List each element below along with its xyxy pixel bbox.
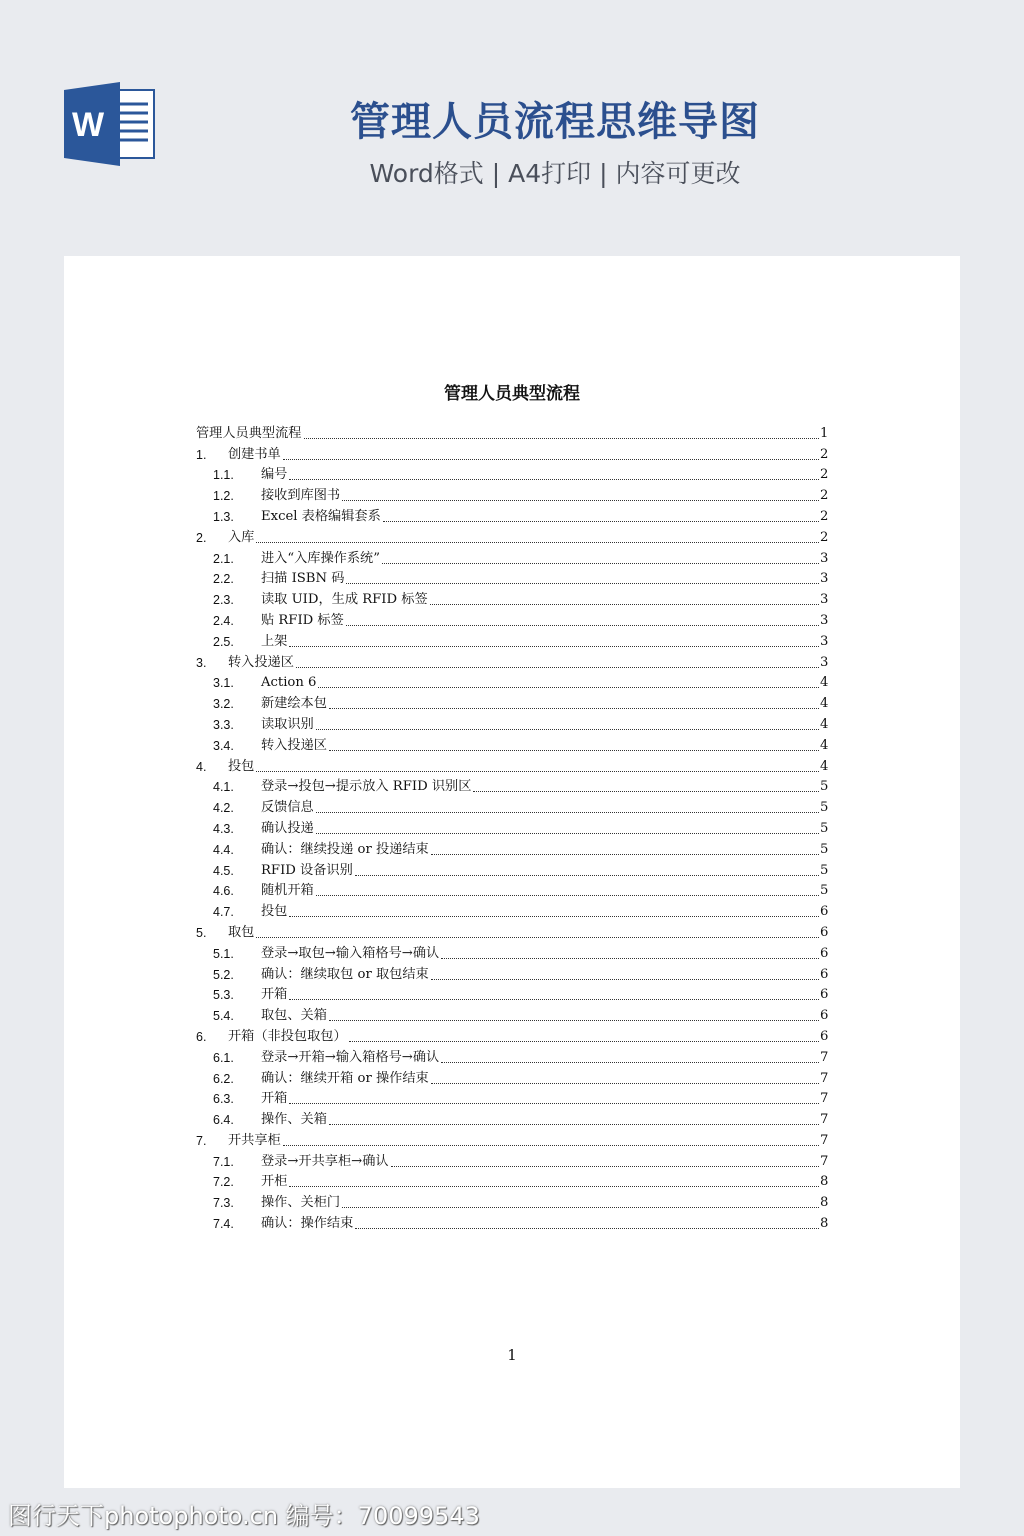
- page-number: 1: [507, 1346, 517, 1364]
- toc-entry-label: 随机开箱: [261, 883, 314, 899]
- toc-dot-leader: [316, 729, 819, 730]
- toc-entry-number: 1.: [196, 447, 207, 462]
- toc-entry[interactable]: [196, 1128, 828, 1149]
- toc-entry-page: 3: [820, 571, 829, 587]
- toc-entry[interactable]: [196, 567, 828, 588]
- toc-entry-page: 3: [820, 550, 829, 566]
- toc-entry-page: 1: [820, 425, 829, 441]
- toc-entry-page: 4: [820, 758, 829, 774]
- toc-dot-leader: [316, 812, 819, 813]
- toc-entry-number: 7.3.: [213, 1196, 234, 1211]
- toc-dot-leader: [431, 854, 819, 855]
- toc-entry-number: 1.3.: [213, 509, 234, 524]
- toc-entry-page: 5: [820, 841, 829, 857]
- toc-entry[interactable]: [196, 754, 828, 775]
- toc-entry-label: 反馈信息: [261, 800, 314, 816]
- toc-dot-leader: [289, 999, 819, 1000]
- toc-entry-number: 7.4.: [213, 1217, 234, 1232]
- toc-dot-leader: [289, 479, 819, 480]
- toc-entry[interactable]: [196, 920, 828, 941]
- toc-entry-page: 7: [820, 1153, 829, 1169]
- toc-entry-page: 5: [820, 883, 829, 899]
- toc-entry-number: 1.1.: [213, 468, 234, 483]
- toc-entry[interactable]: [196, 712, 828, 733]
- toc-entry[interactable]: [196, 1003, 828, 1024]
- toc-entry-label: 确认：继续取包 or 取包结束: [261, 966, 429, 982]
- toc-entry-number: 5.: [196, 925, 207, 940]
- toc-entry-page: 6: [820, 1008, 829, 1024]
- toc-entry[interactable]: [196, 650, 828, 671]
- toc-dot-leader: [382, 563, 819, 564]
- toc-entry[interactable]: [196, 421, 828, 442]
- toc-dot-leader: [289, 916, 819, 917]
- toc-entry-page: 6: [820, 987, 829, 1003]
- toc-entry-number: 2.2.: [213, 572, 234, 587]
- toc-dot-leader: [391, 1166, 819, 1167]
- toc-entry[interactable]: [196, 775, 828, 796]
- toc-entry-page: 6: [820, 1028, 829, 1044]
- document-page: [64, 256, 960, 1488]
- toc-entry-page: 5: [820, 779, 829, 795]
- toc-entry[interactable]: [196, 1211, 828, 1232]
- toc-entry[interactable]: [196, 671, 828, 692]
- toc-entry-label: 投包: [228, 758, 255, 774]
- toc-entry[interactable]: [196, 858, 828, 879]
- toc-entry-label: 扫描 ISBN 码: [261, 571, 345, 587]
- toc-entry-label: 编号: [261, 467, 288, 483]
- toc-entry[interactable]: [196, 525, 828, 546]
- toc-entry-number: 3.1.: [213, 676, 234, 691]
- toc-entry-label: 开箱: [261, 987, 288, 1003]
- toc-entry-number: 4.: [196, 759, 207, 774]
- toc-entry-number: 2.: [196, 530, 207, 545]
- toc-dot-leader: [318, 687, 819, 688]
- toc-dot-leader: [431, 979, 819, 980]
- toc-entry-label: 登录→取包→输入箱格号→确认: [261, 945, 440, 961]
- toc-dot-leader: [342, 500, 819, 501]
- toc-entry[interactable]: [196, 1045, 828, 1066]
- toc-entry-number: 4.6.: [213, 884, 234, 899]
- toc-entry-page: 5: [820, 820, 829, 836]
- toc-entry[interactable]: [196, 1066, 828, 1087]
- toc-entry-number: 7.2.: [213, 1175, 234, 1190]
- toc-dot-leader: [316, 833, 819, 834]
- toc-entry[interactable]: [196, 1170, 828, 1191]
- toc-entry[interactable]: [196, 546, 828, 567]
- toc-entry-number: 4.4.: [213, 842, 234, 857]
- toc-entry-page: 7: [820, 1132, 829, 1148]
- toc-entry-label: 登录→开共享柜→确认: [261, 1153, 389, 1169]
- toc-entry-number: 2.3.: [213, 593, 234, 608]
- toc-entry-number: 4.3.: [213, 821, 234, 836]
- toc-dot-leader: [355, 1228, 819, 1229]
- toc-entry-label: 转入投递区: [228, 654, 294, 670]
- toc-entry-label: 登录→投包→提示放入 RFID 识别区: [261, 779, 472, 795]
- toc-entry[interactable]: [196, 879, 828, 900]
- toc-entry-label: 确认：操作结束: [261, 1216, 354, 1232]
- toc-entry-number: 2.4.: [213, 613, 234, 628]
- toc-entry-number: 5.3.: [213, 988, 234, 1003]
- toc-entry-page: 7: [820, 1049, 829, 1065]
- toc-entry-number: 6.3.: [213, 1092, 234, 1107]
- toc-dot-leader: [316, 895, 819, 896]
- toc-entry[interactable]: [196, 463, 828, 484]
- toc-dot-leader: [296, 667, 819, 668]
- toc-entry[interactable]: [196, 837, 828, 858]
- toc-entry-page: 5: [820, 800, 829, 816]
- svg-text:W: W: [71, 106, 105, 144]
- toc-entry-page: 7: [820, 1070, 829, 1086]
- toc-entry-label: 创建书单: [228, 446, 281, 462]
- toc-entry[interactable]: [196, 483, 828, 504]
- toc-entry-page: 3: [820, 612, 829, 628]
- toc-entry[interactable]: [196, 962, 828, 983]
- toc-entry-label: 转入投递区: [261, 737, 327, 753]
- toc-entry-label: 读取 UID，生成 RFID 标签: [261, 592, 428, 608]
- toc-entry-page: 2: [820, 467, 829, 483]
- toc-entry[interactable]: [196, 941, 828, 962]
- toc-entry-page: 3: [820, 654, 829, 670]
- toc-entry[interactable]: [196, 1149, 828, 1170]
- toc-entry-label: Excel 表格编辑套系: [261, 508, 381, 524]
- toc-entry-page: 8: [820, 1216, 829, 1232]
- toc-entry[interactable]: [196, 1087, 828, 1108]
- toc-entry-label: 新建绘本包: [261, 696, 327, 712]
- toc-entry-label: 开共享柜: [228, 1132, 281, 1148]
- toc-dot-leader: [304, 438, 820, 439]
- toc-entry-page: 7: [820, 1112, 829, 1128]
- toc-entry-page: 4: [820, 737, 829, 753]
- toc-entry-page: 8: [820, 1174, 829, 1190]
- page-title: 管理人员流程思维导图: [350, 99, 760, 145]
- toc-entry-label: 进入“入库操作系统”: [261, 550, 380, 566]
- toc-entry[interactable]: [196, 1190, 828, 1211]
- toc-entry-number: 3.2.: [213, 697, 234, 712]
- page-subtitle: Word格式 | A4打印 | 内容可更改: [369, 159, 741, 188]
- header: [0, 0, 1024, 240]
- toc-dot-leader: [289, 1103, 819, 1104]
- toc-dot-leader: [283, 459, 819, 460]
- toc-entry-label: 登录→开箱→输入箱格号→确认: [261, 1049, 440, 1065]
- toc-entry-number: 3.: [196, 655, 207, 670]
- toc-entry-label: 操作、关柜门: [261, 1195, 341, 1211]
- toc-entry-label: 开柜: [261, 1174, 288, 1190]
- toc-dot-leader: [441, 1062, 819, 1063]
- toc-dot-leader: [256, 771, 819, 772]
- toc-entry[interactable]: [196, 1107, 828, 1128]
- toc-entry-label: 入库: [228, 529, 255, 545]
- toc-entry-label: 开箱: [261, 1091, 288, 1107]
- toc-entry-number: 5.4.: [213, 1009, 234, 1024]
- toc-entry-label: 开箱（非投包取包）: [228, 1028, 347, 1044]
- toc-dot-leader: [329, 708, 819, 709]
- toc-entry-label: 取包: [228, 924, 255, 940]
- toc-dot-leader: [329, 1020, 819, 1021]
- toc-dot-leader: [289, 646, 819, 647]
- toc-entry[interactable]: [196, 899, 828, 920]
- toc-entry-number: 7.1.: [213, 1154, 234, 1169]
- toc-dot-leader: [256, 937, 819, 938]
- toc-entry-page: 2: [820, 446, 829, 462]
- toc-entry-page: 6: [820, 966, 829, 982]
- toc-entry-label: 投包: [261, 904, 288, 920]
- toc-entry-label: 确认：继续开箱 or 操作结束: [261, 1070, 429, 1086]
- toc-entry-page: 3: [820, 633, 829, 649]
- toc-entry-number: 4.1.: [213, 780, 234, 795]
- toc-entry[interactable]: [196, 1024, 828, 1045]
- toc-dot-leader: [329, 1124, 819, 1125]
- toc-dot-leader: [342, 1207, 819, 1208]
- toc-entry-number: 3.3.: [213, 717, 234, 732]
- toc-entry[interactable]: [196, 587, 828, 608]
- toc-entry-page: 2: [820, 488, 829, 504]
- toc-entry-page: 2: [820, 529, 829, 545]
- toc-entry[interactable]: [196, 629, 828, 650]
- toc-entry-page: 5: [820, 862, 829, 878]
- toc-entry-page: 7: [820, 1091, 829, 1107]
- toc-dot-leader: [430, 604, 819, 605]
- toc-entry[interactable]: [196, 795, 828, 816]
- toc-entry-number: 3.4.: [213, 738, 234, 753]
- toc-entry-label: 确认：继续投递 or 投递结束: [261, 841, 429, 857]
- toc-entry-number: 5.1.: [213, 946, 234, 961]
- toc-dot-leader: [289, 1186, 819, 1187]
- toc-entry-label: 贴 RFID 标签: [261, 612, 344, 628]
- toc-entry[interactable]: [196, 983, 828, 1004]
- toc-dot-leader: [346, 583, 819, 584]
- toc-dot-leader: [349, 1041, 819, 1042]
- toc-entry-number: 2.1.: [213, 551, 234, 566]
- toc-entry-number: 7.: [196, 1133, 207, 1148]
- toc-entry-number: 5.2.: [213, 967, 234, 982]
- toc-entry-number: 2.5.: [213, 634, 234, 649]
- toc-entry-page: 3: [820, 592, 829, 608]
- toc-entry-number: 6.2.: [213, 1071, 234, 1086]
- toc-dot-leader: [441, 958, 819, 959]
- toc-entry[interactable]: [196, 691, 828, 712]
- toc-dot-leader: [431, 1083, 819, 1084]
- toc-entry-number: 6.: [196, 1029, 207, 1044]
- toc-dot-leader: [256, 542, 819, 543]
- toc-entry[interactable]: [196, 733, 828, 754]
- toc-dot-leader: [329, 750, 819, 751]
- toc-entry-number: 1.2.: [213, 489, 234, 504]
- toc-entry-label: RFID 设备识别: [261, 862, 353, 878]
- toc-entry-label: 管理人员典型流程: [196, 425, 302, 441]
- toc-entry-number: 4.7.: [213, 905, 234, 920]
- toc-entry[interactable]: [196, 608, 828, 629]
- toc-entry-label: 确认投递: [261, 820, 314, 836]
- toc-entry-number: 4.5.: [213, 863, 234, 878]
- toc-dot-leader: [283, 1145, 819, 1146]
- toc-entry-label: 读取识别: [261, 716, 314, 732]
- toc-entry[interactable]: [196, 816, 828, 837]
- toc-entry-page: 4: [820, 696, 829, 712]
- toc-entry-page: 4: [820, 716, 829, 732]
- document-title: 管理人员典型流程: [444, 384, 580, 404]
- toc-entry-label: 取包、关箱: [261, 1008, 327, 1024]
- table-of-contents: [196, 421, 828, 1232]
- toc-dot-leader: [383, 521, 819, 522]
- toc-entry-label: Action 6: [261, 675, 317, 691]
- toc-entry-page: 6: [820, 904, 829, 920]
- toc-entry-page: 2: [820, 508, 829, 524]
- watermark: 图行天下photophoto.cn 编号：70099543: [8, 1502, 480, 1530]
- word-doc-icon: [64, 82, 156, 166]
- toc-entry-label: 接收到库图书: [261, 488, 341, 504]
- toc-dot-leader: [355, 875, 819, 876]
- toc-entry-page: 6: [820, 924, 829, 940]
- toc-entry-page: 4: [820, 675, 829, 691]
- toc-entry-page: 6: [820, 945, 829, 961]
- toc-entry-number: 6.1.: [213, 1050, 234, 1065]
- toc-entry[interactable]: [196, 442, 828, 463]
- toc-entry-label: 上架: [261, 633, 288, 649]
- toc-entry-page: 8: [820, 1195, 829, 1211]
- toc-entry-number: 4.2.: [213, 801, 234, 816]
- toc-dot-leader: [473, 791, 819, 792]
- toc-entry-label: 操作、关箱: [261, 1112, 327, 1128]
- toc-dot-leader: [346, 625, 819, 626]
- toc-entry[interactable]: [196, 504, 828, 525]
- toc-entry-number: 6.4.: [213, 1113, 234, 1128]
